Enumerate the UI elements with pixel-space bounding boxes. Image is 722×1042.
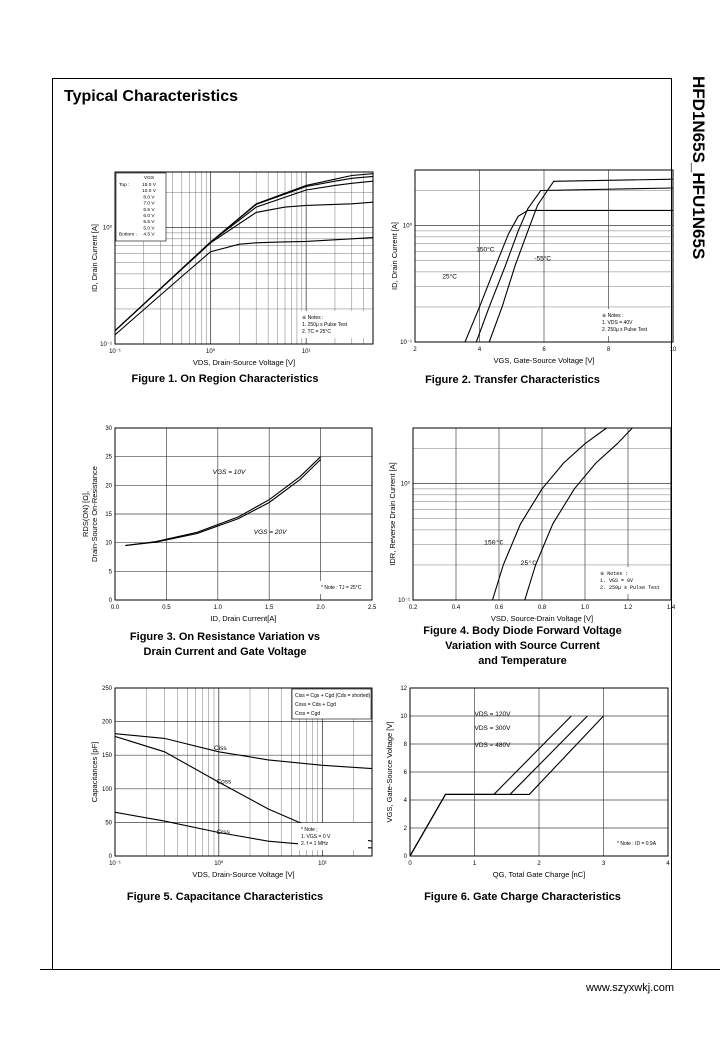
y-tick-label: 10⁻¹ [100, 342, 112, 348]
y-tick-label: 20 [105, 483, 112, 490]
figure-6 [380, 680, 670, 880]
x-tick-label: 8 [606, 347, 611, 353]
y-tick-label: 10⁻¹ [398, 598, 410, 604]
curve-label: Coss [216, 778, 232, 786]
figure-1 [80, 160, 350, 367]
figure-2-chart [380, 160, 677, 365]
figure-2-caption: Figure 2. Transfer Characteristics [425, 374, 600, 386]
curve-label: Crss [216, 828, 230, 836]
part-number: HFD1N65S_HFU1N65S [689, 76, 708, 260]
y-tick-label: 10⁻¹ [400, 340, 412, 346]
x-tick-label: 1.0 [580, 605, 590, 611]
x-tick-label: 10⁰ [206, 349, 216, 355]
x-tick-label: 10 [669, 347, 677, 353]
curve-label: -55°C [534, 255, 552, 263]
section-title: Typical Characteristics [64, 88, 239, 105]
footer-url: www.szyxwkj.com [585, 982, 674, 994]
figure-5-caption: Figure 5. Capacitance Characteristics [126, 891, 324, 903]
figure-6-chart [380, 680, 670, 880]
grid-lines [410, 688, 668, 856]
y-tick-label: 8 [403, 742, 407, 748]
bottom-rule [40, 969, 720, 970]
curve-label: VDS = 480V [474, 741, 511, 749]
x-tick-label: 0.8 [537, 605, 547, 611]
x-tick-label: 1.5 [265, 605, 274, 611]
figure-4 [380, 420, 676, 623]
figure-3 [80, 420, 377, 623]
curve-label: VDS = 120V [474, 711, 511, 718]
figure-4-caption: Figure 4. Body Diode Forward Voltage Variation with Source Current and Temperature [423, 625, 622, 667]
series-line [410, 716, 571, 856]
note-line: 2. 250μ s Pulse Test [600, 585, 661, 591]
note-line: * Note : TJ = 25°C [321, 585, 362, 591]
x-tick-label: 4 [666, 861, 670, 867]
legend-row-value: 4.5 V [143, 232, 155, 238]
y-tick-label: 200 [101, 719, 112, 726]
legend-row-value: 8.0 V [143, 195, 155, 201]
series-line [115, 734, 372, 769]
y-tick-label: 0 [108, 854, 112, 860]
figure-5-chart [80, 680, 371, 880]
y-axis-label: RDS(ON) [Ω], [81, 490, 90, 538]
x-tick-label: 1.0 [213, 605, 222, 611]
series-line [410, 716, 587, 856]
x-tick-label: 10¹ [318, 861, 327, 867]
figure-3-chart [80, 420, 377, 623]
legend-row-value: 6.5 V [143, 207, 155, 213]
x-axis-label: ID, Drain Current[A] [210, 614, 277, 623]
x-tick-label: 2.0 [316, 605, 325, 611]
legend-box [116, 173, 166, 241]
x-axis-label: QG, Total Gate Charge [nC] [492, 870, 586, 879]
x-tick-label: 10⁻¹ [109, 349, 121, 355]
legend-row-value: Crss = Cgd [295, 711, 321, 717]
note-line: ※ Notes : [602, 313, 624, 319]
x-axis-label: VDS, Drain-Source Voltage [V] [192, 358, 296, 367]
note-line: 1. VGS = 0 V [301, 834, 331, 840]
notes-box [597, 567, 667, 594]
figure-6-caption: Figure 6. Gate Charge Characteristics [424, 891, 621, 903]
notes-box [599, 309, 669, 336]
series-line [410, 716, 604, 856]
notes-box [299, 311, 369, 338]
notes-box [614, 837, 664, 850]
x-tick-label: 2 [413, 347, 417, 353]
legend-row-value: Ciss = Cgs + Cgd (Cds = shorted) [295, 693, 371, 699]
y-tick-label: 10 [400, 714, 407, 720]
x-axis-label: VDS, Drain-Source Voltage [V] [192, 870, 295, 879]
x-tick-label: 0.0 [110, 605, 120, 611]
x-axis-label: VGS, Gate-Source Voltage [V] [493, 356, 595, 365]
y-tick-label: 10⁰ [402, 223, 412, 230]
series-line [493, 428, 607, 600]
y-tick-label: 10⁰ [102, 225, 112, 232]
x-tick-label: 0.4 [451, 605, 461, 611]
x-tick-label: 10⁰ [214, 861, 224, 867]
y-tick-label: 0 [108, 598, 112, 604]
x-tick-label: 1.2 [623, 605, 633, 611]
note-line: 1. 250μ s Pulse Test [302, 322, 348, 328]
x-tick-label: 2.5 [367, 605, 377, 611]
y-tick-label: 4 [403, 798, 407, 804]
legend-row-value: 15.0 V [142, 183, 156, 188]
y-tick-label: 100 [101, 786, 112, 793]
y-tick-label: 150 [101, 753, 112, 760]
y-tick-label: 15 [105, 512, 112, 518]
legend-row-label: Bottom : [119, 232, 137, 238]
note-line: 2. TC = 25°C [302, 329, 332, 335]
figure-3-caption: Figure 3. On Resistance Variation vs Drain Current and Gate Voltage [129, 631, 321, 658]
y-axis-label: ID, Drain Current [A] [390, 222, 399, 290]
x-tick-label: 0.5 [162, 605, 171, 611]
curve-label: 150°C [483, 539, 504, 547]
curve-label: VGS = 10V [212, 468, 246, 476]
curve-label: 150°C [476, 246, 495, 254]
note-line: 2. f = 1 MHz [301, 841, 329, 847]
y-tick-label: 6 [403, 770, 407, 776]
y-tick-label: 10 [105, 540, 112, 547]
x-tick-label: 1 [472, 861, 477, 867]
note-line: 2. 250μ s Pulse Test [602, 327, 648, 333]
y-tick-label: 50 [105, 820, 112, 827]
figure-2 [380, 160, 677, 365]
legend-row-value: 7.0 V [143, 201, 155, 207]
legend-row-value: Coss = Cds + Cgd [295, 702, 336, 708]
curve-label: VGS = 20V [253, 529, 287, 537]
curve-label: 25°C [442, 273, 457, 281]
y-axis-label: Drain-Source On-Resistance [90, 466, 99, 562]
x-axis-label: VSD, Source-Drain Voltage [V] [490, 614, 594, 623]
curve-label: Ciss [214, 744, 227, 752]
curve-label: 25°C [520, 559, 537, 567]
note-line: ※ Notes : [600, 571, 629, 577]
y-axis-label: Capacitances [pF] [90, 741, 99, 803]
curve-label: VDS = 300V [474, 725, 511, 732]
x-tick-label: 6 [542, 347, 546, 353]
y-tick-label: 10⁰ [400, 481, 410, 488]
x-tick-label: 3 [601, 861, 606, 867]
legend-row-value: 5.0 V [143, 226, 155, 232]
x-tick-label: 0.6 [494, 605, 504, 611]
figure-1-caption: Figure 1. On Region Characteristics [131, 373, 319, 385]
y-axis-label: ID, Drain Current [A] [90, 224, 99, 292]
x-tick-label: 2 [537, 861, 541, 867]
x-tick-label: 10⁻¹ [109, 861, 121, 867]
figure-1-chart [80, 160, 350, 367]
y-tick-label: 5 [108, 569, 112, 576]
legend-box [292, 689, 371, 719]
legend-header: VGS [143, 176, 155, 181]
note-line: 1. VGS = 0V [600, 578, 634, 584]
legend-row-value: 10.0 V [142, 189, 156, 195]
note-line: * Note ; [301, 827, 318, 833]
y-tick-label: 0 [403, 854, 407, 860]
x-tick-label: 0.2 [408, 605, 418, 611]
notes-box [318, 581, 368, 594]
y-tick-label: 2 [403, 826, 407, 832]
x-tick-label: 1.4 [666, 605, 676, 611]
figure-5 [80, 680, 371, 880]
legend-row-value: 5.5 V [143, 220, 155, 226]
y-tick-label: 30 [105, 426, 112, 432]
y-tick-label: 25 [105, 454, 112, 461]
y-axis-label: VGS, Gate-Source Voltage [V] [385, 721, 394, 823]
legend-row-value: 6.0 V [143, 214, 155, 219]
figure-4-chart [380, 420, 676, 623]
note-line: * Note : ID = 0.9A [617, 841, 657, 847]
x-tick-label: 4 [477, 347, 482, 353]
y-axis-label: IDR, Reverse Drain Current [A] [388, 462, 397, 566]
series-group [410, 716, 604, 856]
y-tick-label: 250 [101, 686, 112, 692]
y-tick-label: 12 [400, 686, 407, 692]
x-tick-label: 0 [408, 861, 412, 867]
legend-row-label: Top : [119, 183, 130, 188]
note-line: 1. VDS = 40V [602, 320, 633, 326]
note-line: ※ Notes : [302, 315, 324, 321]
x-tick-label: 10¹ [301, 349, 311, 355]
notes-box [298, 823, 368, 850]
